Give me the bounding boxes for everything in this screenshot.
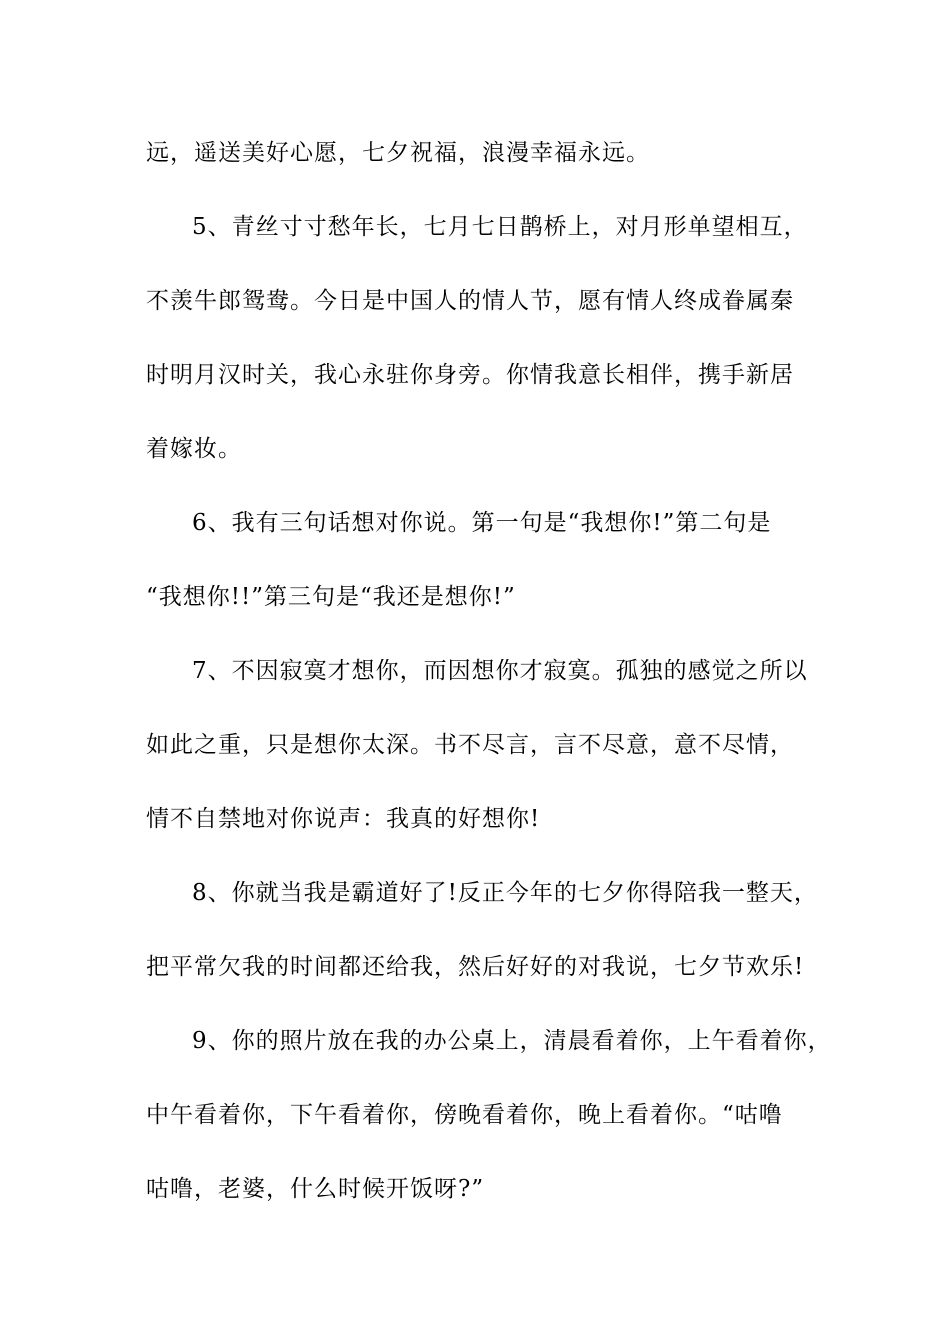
text-line: 咕噜，老婆，什么时候开饭呀?” [146,1176,485,1202]
text-line: 如此之重，只是想你太深。书不尽言，言不尽意，意不尽情， [146,732,794,758]
paragraph-7-start: 7、不因寂寞才想你，而因想你才寂寞。孤独的感觉之所以 [192,658,808,684]
paragraph-5-start: 5、青丝寸寸愁年长，七月七日鹊桥上，对月形单望相互， [192,214,808,240]
text-line: 不羡牛郎鸳鸯。今日是中国人的情人节，愿有情人终成眷属秦 [146,288,794,314]
text-line: 情不自禁地对你说声：我真的好想你! [146,806,541,832]
text-line: 时明月汉时关，我心永驻你身旁。你情我意长相伴，携手新居 [146,362,794,388]
text-line: 远，遥送美好心愿，七夕祝福，浪漫幸福永远。 [146,140,650,166]
text-line: “我想你!!”第三句是“我还是想你!” [146,584,516,610]
text-line: 把平常欠我的时间都还给我，然后好好的对我说，七夕节欢乐! [146,954,805,980]
paragraph-9-start: 9、你的照片放在我的办公桌上，清晨看着你，上午看着你， [192,1028,832,1054]
paragraph-6-start: 6、我有三句话想对你说。第一句是“我想你!”第二句是 [192,510,772,536]
text-line: 中午看着你，下午看着你，傍晚看着你，晚上看着你。“咕噜 [146,1102,783,1128]
text-line: 着嫁妆。 [146,436,242,462]
paragraph-8-start: 8、你就当我是霸道好了!反正今年的七夕你得陪我一整天， [192,880,818,906]
